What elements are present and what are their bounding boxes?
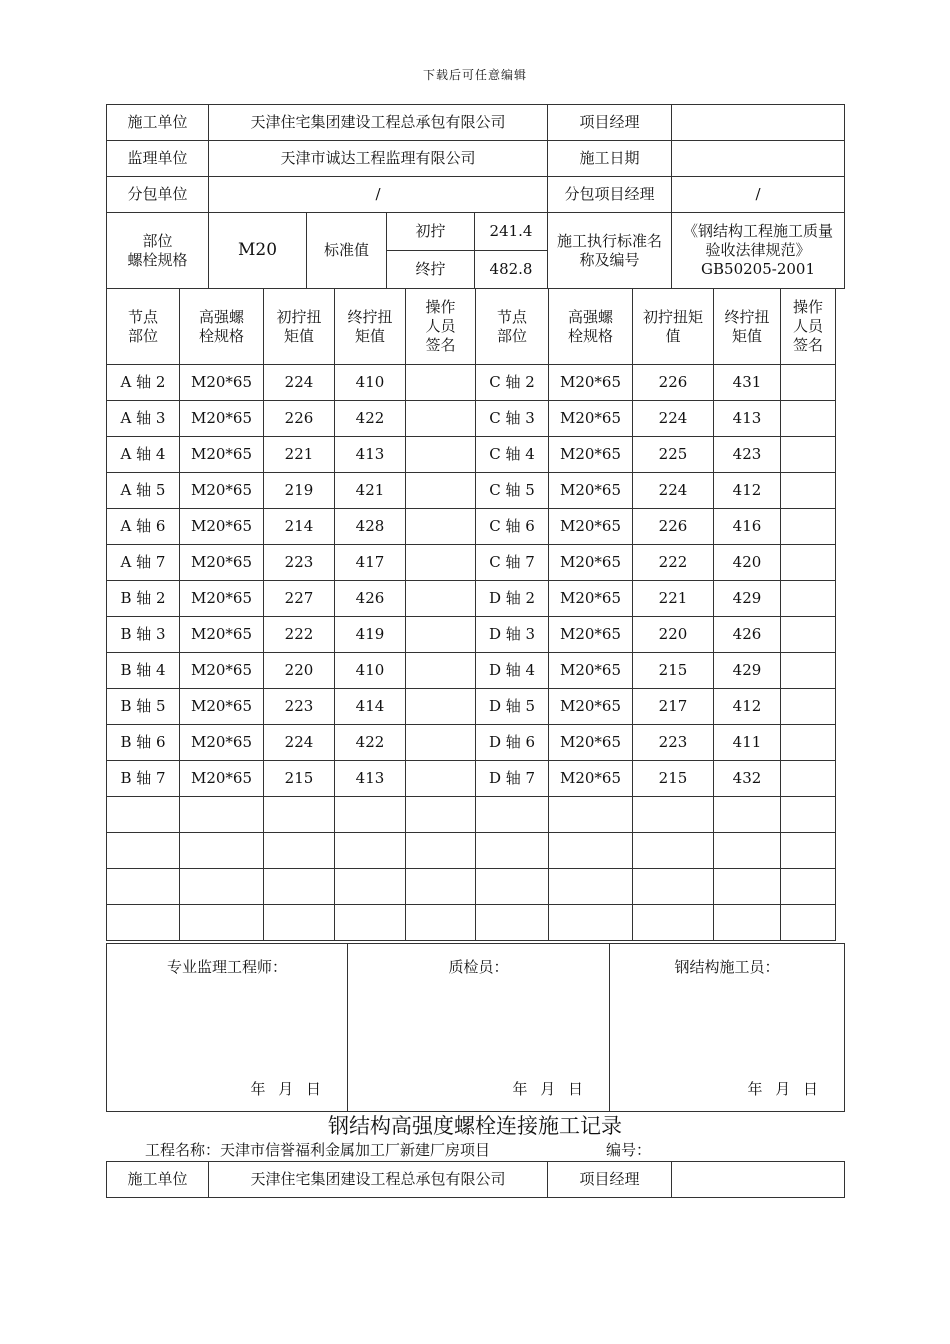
col-header-bolt-spec: 高强螺栓规格	[549, 289, 633, 365]
initial-torque-cell: 214	[264, 509, 335, 545]
bolt-spec-cell: M20*65	[549, 617, 633, 653]
operator-signature-cell	[406, 617, 476, 653]
table-row	[107, 437, 836, 473]
operator-signature-cell	[781, 473, 836, 509]
initial-value: 241.4	[475, 213, 548, 251]
node-cell: B 轴 4	[107, 653, 180, 689]
bolt-spec-cell: M20*65	[180, 725, 264, 761]
final-torque-cell	[714, 869, 781, 905]
node-cell: D 轴 3	[476, 617, 549, 653]
initial-torque-cell: 223	[264, 545, 335, 581]
construction-unit-value: 天津住宅集团建设工程总承包有限公司	[209, 1162, 548, 1198]
inspector-signature-cell	[348, 944, 610, 1112]
final-torque-cell: 419	[335, 617, 406, 653]
initial-torque-cell	[264, 905, 335, 941]
bolt-spec-cell	[549, 869, 633, 905]
node-cell: C 轴 3	[476, 401, 549, 437]
initial-torque-cell: 219	[264, 473, 335, 509]
final-torque-cell: 429	[714, 581, 781, 617]
bolt-spec-cell: M20*65	[549, 725, 633, 761]
signature-table	[106, 943, 845, 1112]
bolt-spec-cell: M20*65	[549, 689, 633, 725]
node-cell: A 轴 4	[107, 437, 180, 473]
table-row	[107, 617, 836, 653]
initial-torque-cell: 224	[264, 725, 335, 761]
final-torque-cell: 420	[714, 545, 781, 581]
col-header-initial-torque: 初拧扭矩值	[633, 289, 714, 365]
initial-torque-cell: 224	[264, 365, 335, 401]
project-info-table	[106, 104, 845, 289]
bolt-torque-table	[106, 288, 836, 941]
operator-signature-cell	[781, 689, 836, 725]
standard-name-value: 《钢结构工程施工质量验收法律规范》GB50205-2001	[672, 213, 845, 289]
node-cell	[476, 905, 549, 941]
bolt-spec-cell: M20*65	[549, 401, 633, 437]
project-manager-label: 项目经理	[548, 1162, 672, 1198]
steel-worker-signature-cell	[610, 944, 845, 1112]
final-torque-cell	[714, 797, 781, 833]
final-torque-cell: 429	[714, 653, 781, 689]
col-header-final-torque: 终拧扭矩值	[335, 289, 406, 365]
operator-signature-cell	[781, 653, 836, 689]
construction-unit-label: 施工单位	[107, 105, 209, 141]
project-manager-value	[672, 105, 845, 141]
initial-torque-cell: 215	[633, 761, 714, 797]
table-row	[107, 365, 836, 401]
initial-torque-cell	[633, 869, 714, 905]
page-header-note: 下载后可任意编辑	[422, 68, 527, 82]
final-torque-cell: 431	[714, 365, 781, 401]
initial-torque-cell: 223	[633, 725, 714, 761]
table-row	[107, 545, 836, 581]
final-torque-cell: 411	[714, 725, 781, 761]
initial-torque-cell: 217	[633, 689, 714, 725]
supervisor-signature-cell	[107, 944, 348, 1112]
steel-worker-date: 年 月 日	[747, 1080, 822, 1099]
inspector-label: 质检员：	[448, 958, 509, 976]
operator-signature-cell	[781, 905, 836, 941]
final-torque-cell: 417	[335, 545, 406, 581]
col-header-initial-torque: 初拧扭矩值	[264, 289, 335, 365]
table-row	[107, 905, 836, 941]
operator-signature-cell	[406, 653, 476, 689]
node-cell: A 轴 2	[107, 365, 180, 401]
table-row	[107, 725, 836, 761]
node-cell: D 轴 4	[476, 653, 549, 689]
initial-torque-cell: 215	[264, 761, 335, 797]
node-cell	[107, 833, 180, 869]
node-cell: A 轴 3	[107, 401, 180, 437]
node-cell	[476, 833, 549, 869]
node-cell: D 轴 5	[476, 689, 549, 725]
final-torque-cell: 421	[335, 473, 406, 509]
final-torque-cell: 426	[335, 581, 406, 617]
table-header-row	[107, 289, 836, 365]
table-row	[107, 581, 836, 617]
bolt-spec-cell: M20*65	[549, 509, 633, 545]
table-row	[107, 401, 836, 437]
final-torque-cell: 410	[335, 365, 406, 401]
node-cell: B 轴 5	[107, 689, 180, 725]
node-cell: C 轴 7	[476, 545, 549, 581]
final-torque-cell: 426	[714, 617, 781, 653]
bolt-spec-cell: M20*65	[180, 509, 264, 545]
table-row	[107, 473, 836, 509]
project-name: 工程名称：天津市信誉福利金属加工厂新建厂房项目	[145, 1141, 491, 1159]
part-bolt-label	[107, 213, 209, 289]
initial-torque-cell: 227	[264, 581, 335, 617]
construction-date-label: 施工日期	[548, 141, 672, 177]
operator-signature-cell	[781, 401, 836, 437]
construction-unit-value: 天津住宅集团建设工程总承包有限公司	[209, 105, 548, 141]
operator-signature-cell	[406, 509, 476, 545]
operator-signature-cell	[781, 725, 836, 761]
bolt-spec-cell	[549, 797, 633, 833]
node-cell: A 轴 6	[107, 509, 180, 545]
subcontract-manager-label: 分包项目经理	[548, 177, 672, 213]
bolt-spec-cell: M20*65	[180, 689, 264, 725]
operator-signature-cell	[781, 509, 836, 545]
bolt-spec-cell	[180, 797, 264, 833]
bolt-spec-cell: M20*65	[549, 581, 633, 617]
final-torque-cell: 422	[335, 725, 406, 761]
subcontract-manager-value: /	[672, 177, 845, 213]
operator-signature-cell	[781, 869, 836, 905]
final-torque-cell	[335, 797, 406, 833]
initial-label: 初拧	[387, 213, 475, 251]
node-cell	[476, 869, 549, 905]
node-cell: C 轴 2	[476, 365, 549, 401]
document-title: 钢结构高强度螺栓连接施工记录	[328, 1114, 622, 1138]
operator-signature-cell	[781, 833, 836, 869]
project-manager-label: 项目经理	[548, 105, 672, 141]
table-row	[107, 797, 836, 833]
final-torque-cell: 413	[335, 437, 406, 473]
table-row	[107, 761, 836, 797]
final-label: 终拧	[387, 251, 475, 289]
final-torque-cell: 412	[714, 689, 781, 725]
operator-signature-cell	[406, 797, 476, 833]
bolt-spec-cell: M20*65	[180, 581, 264, 617]
bolt-spec-value: M20	[209, 213, 307, 289]
subcontract-unit-value: /	[209, 177, 548, 213]
initial-torque-cell: 225	[633, 437, 714, 473]
initial-torque-cell: 224	[633, 401, 714, 437]
col-header-final-torque: 终拧扭矩值	[714, 289, 781, 365]
second-info-table	[106, 1161, 845, 1198]
bolt-spec-cell	[180, 833, 264, 869]
operator-signature-cell	[781, 581, 836, 617]
bolt-spec-cell: M20*65	[549, 761, 633, 797]
node-cell	[107, 869, 180, 905]
operator-signature-cell	[781, 797, 836, 833]
initial-torque-cell	[264, 797, 335, 833]
operator-signature-cell	[406, 869, 476, 905]
bolt-spec-cell: M20*65	[549, 473, 633, 509]
project-manager-value	[672, 1162, 845, 1198]
standard-value-label: 标准值	[307, 213, 387, 289]
initial-torque-cell: 224	[633, 473, 714, 509]
initial-torque-cell	[264, 833, 335, 869]
node-cell: D 轴 6	[476, 725, 549, 761]
construction-unit-label: 施工单位	[107, 1162, 209, 1198]
table-row	[107, 833, 836, 869]
operator-signature-cell	[406, 473, 476, 509]
bolt-spec-cell: M20*65	[549, 365, 633, 401]
supervision-unit-label: 监理单位	[107, 141, 209, 177]
final-torque-cell: 413	[714, 401, 781, 437]
bolt-spec-cell: M20*65	[180, 365, 264, 401]
bolt-spec-cell	[549, 833, 633, 869]
initial-torque-cell: 226	[633, 509, 714, 545]
operator-signature-cell	[406, 581, 476, 617]
initial-torque-cell	[633, 797, 714, 833]
final-torque-cell: 428	[335, 509, 406, 545]
steel-worker-label: 钢结构施工员：	[674, 958, 780, 976]
final-torque-cell: 410	[335, 653, 406, 689]
final-torque-cell: 414	[335, 689, 406, 725]
operator-signature-cell	[781, 761, 836, 797]
supervision-unit-value: 天津市诚达工程监理有限公司	[209, 141, 548, 177]
operator-signature-cell	[406, 437, 476, 473]
bolt-spec-cell: M20*65	[180, 617, 264, 653]
operator-signature-cell	[406, 905, 476, 941]
bolt-spec-cell	[180, 905, 264, 941]
operator-signature-cell	[406, 401, 476, 437]
standard-name-label: 施工执行标准名称及编号	[548, 213, 672, 289]
col-header-bolt-spec: 高强螺栓规格	[180, 289, 264, 365]
initial-torque-cell: 226	[633, 365, 714, 401]
operator-signature-cell	[406, 545, 476, 581]
subcontract-unit-label: 分包单位	[107, 177, 209, 213]
final-torque-cell: 412	[714, 473, 781, 509]
initial-torque-cell: 226	[264, 401, 335, 437]
initial-torque-cell	[633, 833, 714, 869]
initial-torque-cell: 221	[264, 437, 335, 473]
node-cell: B 轴 7	[107, 761, 180, 797]
bolt-spec-cell: M20*65	[180, 653, 264, 689]
operator-signature-cell	[406, 761, 476, 797]
node-cell: A 轴 5	[107, 473, 180, 509]
initial-torque-cell: 223	[264, 689, 335, 725]
node-cell: B 轴 6	[107, 725, 180, 761]
operator-signature-cell	[781, 545, 836, 581]
final-torque-cell: 432	[714, 761, 781, 797]
bolt-spec-cell	[180, 869, 264, 905]
final-torque-cell: 422	[335, 401, 406, 437]
final-torque-cell	[335, 905, 406, 941]
operator-signature-cell	[406, 689, 476, 725]
initial-torque-cell: 222	[264, 617, 335, 653]
initial-torque-cell	[264, 869, 335, 905]
node-cell: C 轴 6	[476, 509, 549, 545]
initial-torque-cell: 222	[633, 545, 714, 581]
supervisor-label: 专业监理工程师：	[166, 958, 287, 976]
node-cell	[476, 797, 549, 833]
node-cell: B 轴 3	[107, 617, 180, 653]
inspector-date: 年 月 日	[512, 1080, 587, 1099]
operator-signature-cell	[781, 617, 836, 653]
bolt-spec-cell: M20*65	[180, 473, 264, 509]
final-torque-cell: 416	[714, 509, 781, 545]
initial-torque-cell	[633, 905, 714, 941]
bolt-spec-cell: M20*65	[549, 653, 633, 689]
part-label: 部位	[142, 231, 173, 250]
node-cell	[107, 797, 180, 833]
operator-signature-cell	[781, 437, 836, 473]
node-cell: D 轴 7	[476, 761, 549, 797]
operator-signature-cell	[406, 725, 476, 761]
bolt-spec-cell: M20*65	[549, 437, 633, 473]
bolt-spec-cell: M20*65	[180, 761, 264, 797]
col-header-operator: 操作人员签名	[781, 289, 836, 365]
node-cell: B 轴 2	[107, 581, 180, 617]
bolt-spec-label: 螺栓规格	[127, 250, 188, 269]
table-row	[107, 653, 836, 689]
initial-torque-cell: 220	[633, 617, 714, 653]
table-row	[107, 689, 836, 725]
construction-date-value	[672, 141, 845, 177]
final-value: 482.8	[475, 251, 548, 289]
initial-torque-cell: 220	[264, 653, 335, 689]
table-row	[107, 869, 836, 905]
node-cell: C 轴 4	[476, 437, 549, 473]
final-torque-cell	[335, 833, 406, 869]
bolt-spec-cell	[549, 905, 633, 941]
col-header-node: 节点部位	[107, 289, 180, 365]
col-header-node: 节点部位	[476, 289, 549, 365]
number-label: 编号：	[606, 1141, 652, 1159]
bolt-spec-cell: M20*65	[180, 401, 264, 437]
final-torque-cell	[714, 833, 781, 869]
bolt-spec-cell: M20*65	[549, 545, 633, 581]
operator-signature-cell	[781, 365, 836, 401]
initial-torque-cell: 221	[633, 581, 714, 617]
final-torque-cell: 423	[714, 437, 781, 473]
initial-torque-cell: 215	[633, 653, 714, 689]
bolt-spec-cell: M20*65	[180, 437, 264, 473]
final-torque-cell	[335, 869, 406, 905]
bolt-spec-cell: M20*65	[180, 545, 264, 581]
table-row	[107, 509, 836, 545]
col-header-operator: 操作人员签名	[406, 289, 476, 365]
operator-signature-cell	[406, 833, 476, 869]
final-torque-cell	[714, 905, 781, 941]
final-torque-cell: 413	[335, 761, 406, 797]
operator-signature-cell	[406, 365, 476, 401]
node-cell: C 轴 5	[476, 473, 549, 509]
node-cell: A 轴 7	[107, 545, 180, 581]
node-cell	[107, 905, 180, 941]
supervisor-date: 年 月 日	[250, 1080, 325, 1099]
node-cell: D 轴 2	[476, 581, 549, 617]
